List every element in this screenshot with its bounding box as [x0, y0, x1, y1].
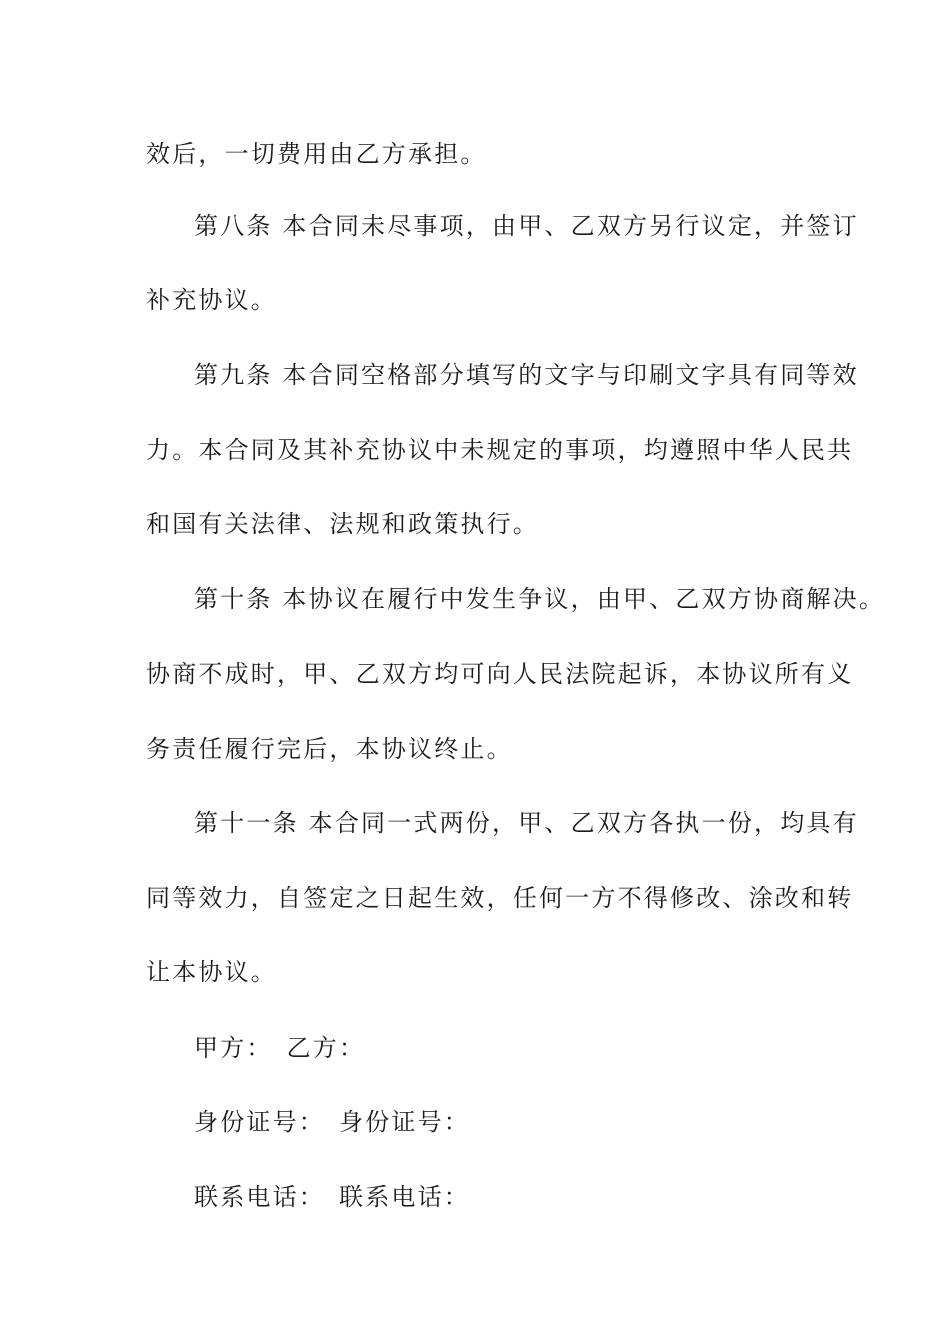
party-b-id-label: 身份证号：	[339, 1108, 470, 1136]
text-line: 同等效力，自签定之日起生效，任何一方不得修改、涂改和转	[146, 884, 854, 912]
text-line: 让本协议。	[146, 958, 277, 986]
article-8-line-1: 第八条 本合同未尽事项，由甲、乙双方另行议定，并签订	[194, 212, 859, 240]
text-line: 务责任履行完后，本协议终止。	[146, 735, 513, 763]
party-a-phone-label: 联系电话：	[194, 1183, 325, 1211]
text-line: 协商不成时，甲、乙双方均可向人民法院起诉，本协议所有义	[146, 660, 854, 688]
phone-row	[194, 1182, 470, 1212]
party-b-label: 乙方：	[286, 1034, 366, 1062]
party-b-phone-label: 联系电话：	[339, 1183, 470, 1211]
text-line: 和国有关法律、法规和政策执行。	[146, 510, 539, 538]
party-signature-row	[194, 1033, 365, 1063]
id-number-row	[194, 1107, 470, 1137]
text-line: 力。本合同及其补充协议中未规定的事项，均遵照中华人民共	[146, 436, 854, 464]
party-a-label: 甲方：	[194, 1034, 273, 1062]
article-10-line-1: 第十条 本协议在履行中发生争议，由甲、乙双方协商解决。	[194, 585, 886, 613]
article-11-line-1: 第十一条 本合同一式两份，甲、乙双方各执一份，均具有	[194, 809, 859, 837]
text-line: 补充协议。	[146, 286, 277, 314]
text-line: 效后，一切费用由乙方承担。	[146, 140, 487, 168]
party-a-id-label: 身份证号：	[194, 1108, 325, 1136]
article-9-line-1: 第九条 本合同空格部分填写的文字与印刷文字具有同等效	[194, 361, 859, 389]
